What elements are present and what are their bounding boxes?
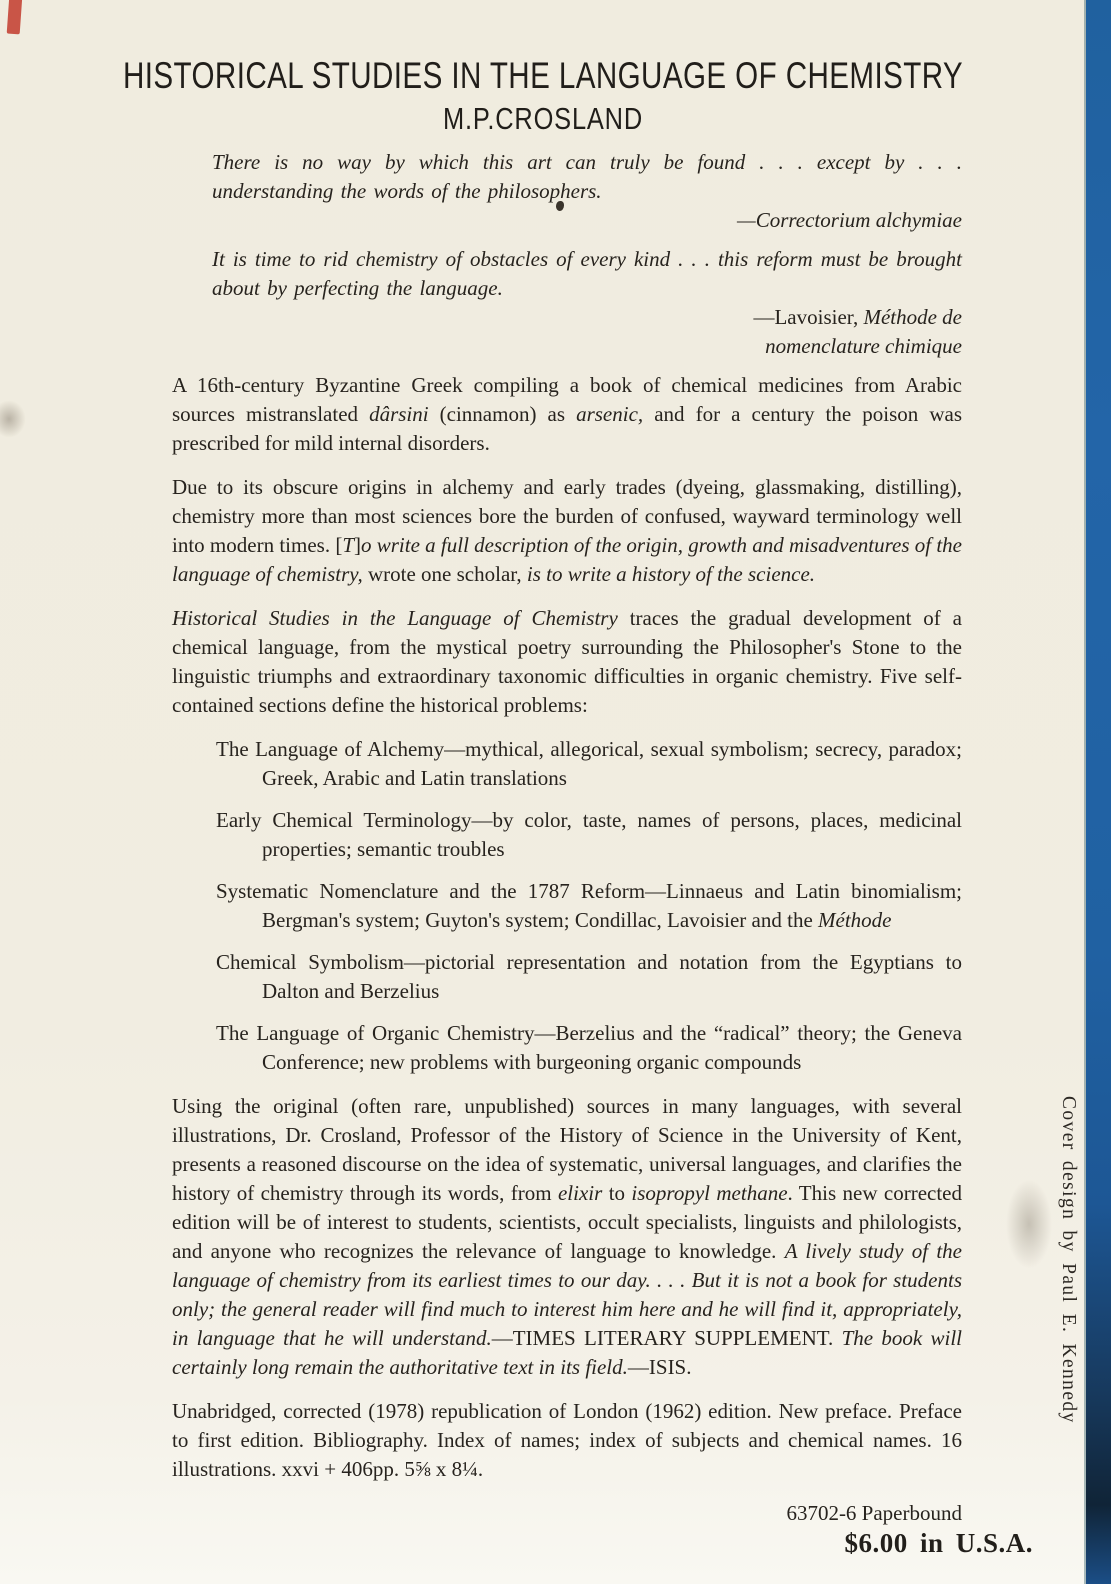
catalog-number: 63702-6 Paperbound: [786, 1501, 962, 1525]
left-edge-stain-artifact: [0, 400, 26, 438]
epigraph-attribution: —Lavoisier, Méthode de: [753, 305, 962, 329]
section-list: [172, 735, 962, 1077]
cover-design-credit: Cover design by Paul E. Kennedy: [1058, 1096, 1079, 1424]
blurb-paragraph: Using the original (often rare, unpublished) sources in many languages, with several illustrations, Dr. Crosland, Professor of the History of Science in the University of Kent, presents a reasoned discourse on the idea of systematic, universal languages, and clarifies the history of chemistry through its words, from elixir to isopropyl methane. This new corrected edition will be of interest to students, scientists, occult specialists, linguists and philologists, and anyone who recognizes the relevance of language to knowledge. A lively study of the language of chemistry from its earliest times to our day. . . . But it is not a book for students only; the general reader will find much to interest him here and he will find it, appropriately, in language that he will understand.—TIMES LITERARY SUPPLEMENT. The book will certainly long remain the authoritative text in its field.—ISIS.: [172, 1094, 963, 1379]
epigraph-attribution-line2: nomenclature chimique: [765, 334, 962, 358]
right-edge-stain-artifact: [1005, 1178, 1053, 1270]
epigraph-section: [212, 148, 962, 361]
section-list-item: The Language of Alchemy—mythical, allegorical, sexual symbolism; secrecy, paradox; Greek, Arabic and Latin translations: [216, 737, 962, 790]
epigraph-attribution: —Correctorium alchymiae: [737, 208, 962, 232]
section-list-item: Systematic Nomenclature and the 1787 Reform—Linnaeus and Latin binomialism; Bergman's system; Guyton's system; Condillac, Lavoisier and the Méthode: [216, 879, 962, 932]
cover-header: [0, 56, 1086, 136]
book-author: M.P.CROSLAND: [442, 101, 644, 136]
edition-note-paragraph: Unabridged, corrected (1978) republication of London (1962) edition. New preface. Preface to first edition. Bibliography. Index of names; index of subjects and chemical names. 16 illustrations. xxvi + 406pp. 5⅝ x 8¼.: [172, 1399, 962, 1481]
blurb-paragraph: Due to its obscure origins in alchemy and early trades (dyeing, glassmaking, distilling), chemistry more than most sciences bore the burden of confused, wayward terminology well into modern times. [T]o write a full description of the origin, growth and misadventures of the language of chemistry, wrote one scholar, is to write a history of the science.: [172, 475, 963, 586]
spine-blue-stripe: [1086, 0, 1111, 1584]
section-list-item: Early Chemical Terminology—by color, taste, names of persons, places, medicinal properties; semantic troubles: [216, 808, 962, 861]
red-ink-mark-artifact: [7, 0, 23, 34]
blurb-paragraph: Historical Studies in the Language of Chemistry traces the gradual development of a chemical language, from the mystical poetry surrounding the Philosopher's Stone to the linguistic triumphs and extraordinary taxonomic difficulties in organic chemistry. Five self-contained sections define the historical problems:: [172, 606, 962, 717]
epigraph-quote: It is time to rid chemistry of obstacles of every kind . . . this reform must be brought about by perfecting the language.: [212, 247, 962, 300]
book-title: HISTORICAL STUDIES IN THE LANGUAGE OF CHEMISTRY: [122, 55, 964, 96]
epigraph-quote: There is no way by which this art can truly be found . . . except by . . . understanding the words of the philosophers.: [212, 150, 962, 203]
price-label: $6.00 in U.S.A.: [844, 1528, 1033, 1558]
blurb-paragraph: A 16th-century Byzantine Greek compiling a book of chemical medicines from Arabic sources mistranslated dârsini (cinnamon) as arsenic, and for a century the poison was prescribed for mild internal disorders.: [172, 373, 963, 455]
section-list-item: The Language of Organic Chemistry—Berzelius and the “radical” theory; the Geneva Conference; new problems with burgeoning organic compounds: [216, 1021, 962, 1074]
section-list-item: Chemical Symbolism—pictorial representation and notation from the Egyptians to Dalton and Berzelius: [216, 950, 962, 1003]
cover-text-block: [172, 148, 962, 1528]
